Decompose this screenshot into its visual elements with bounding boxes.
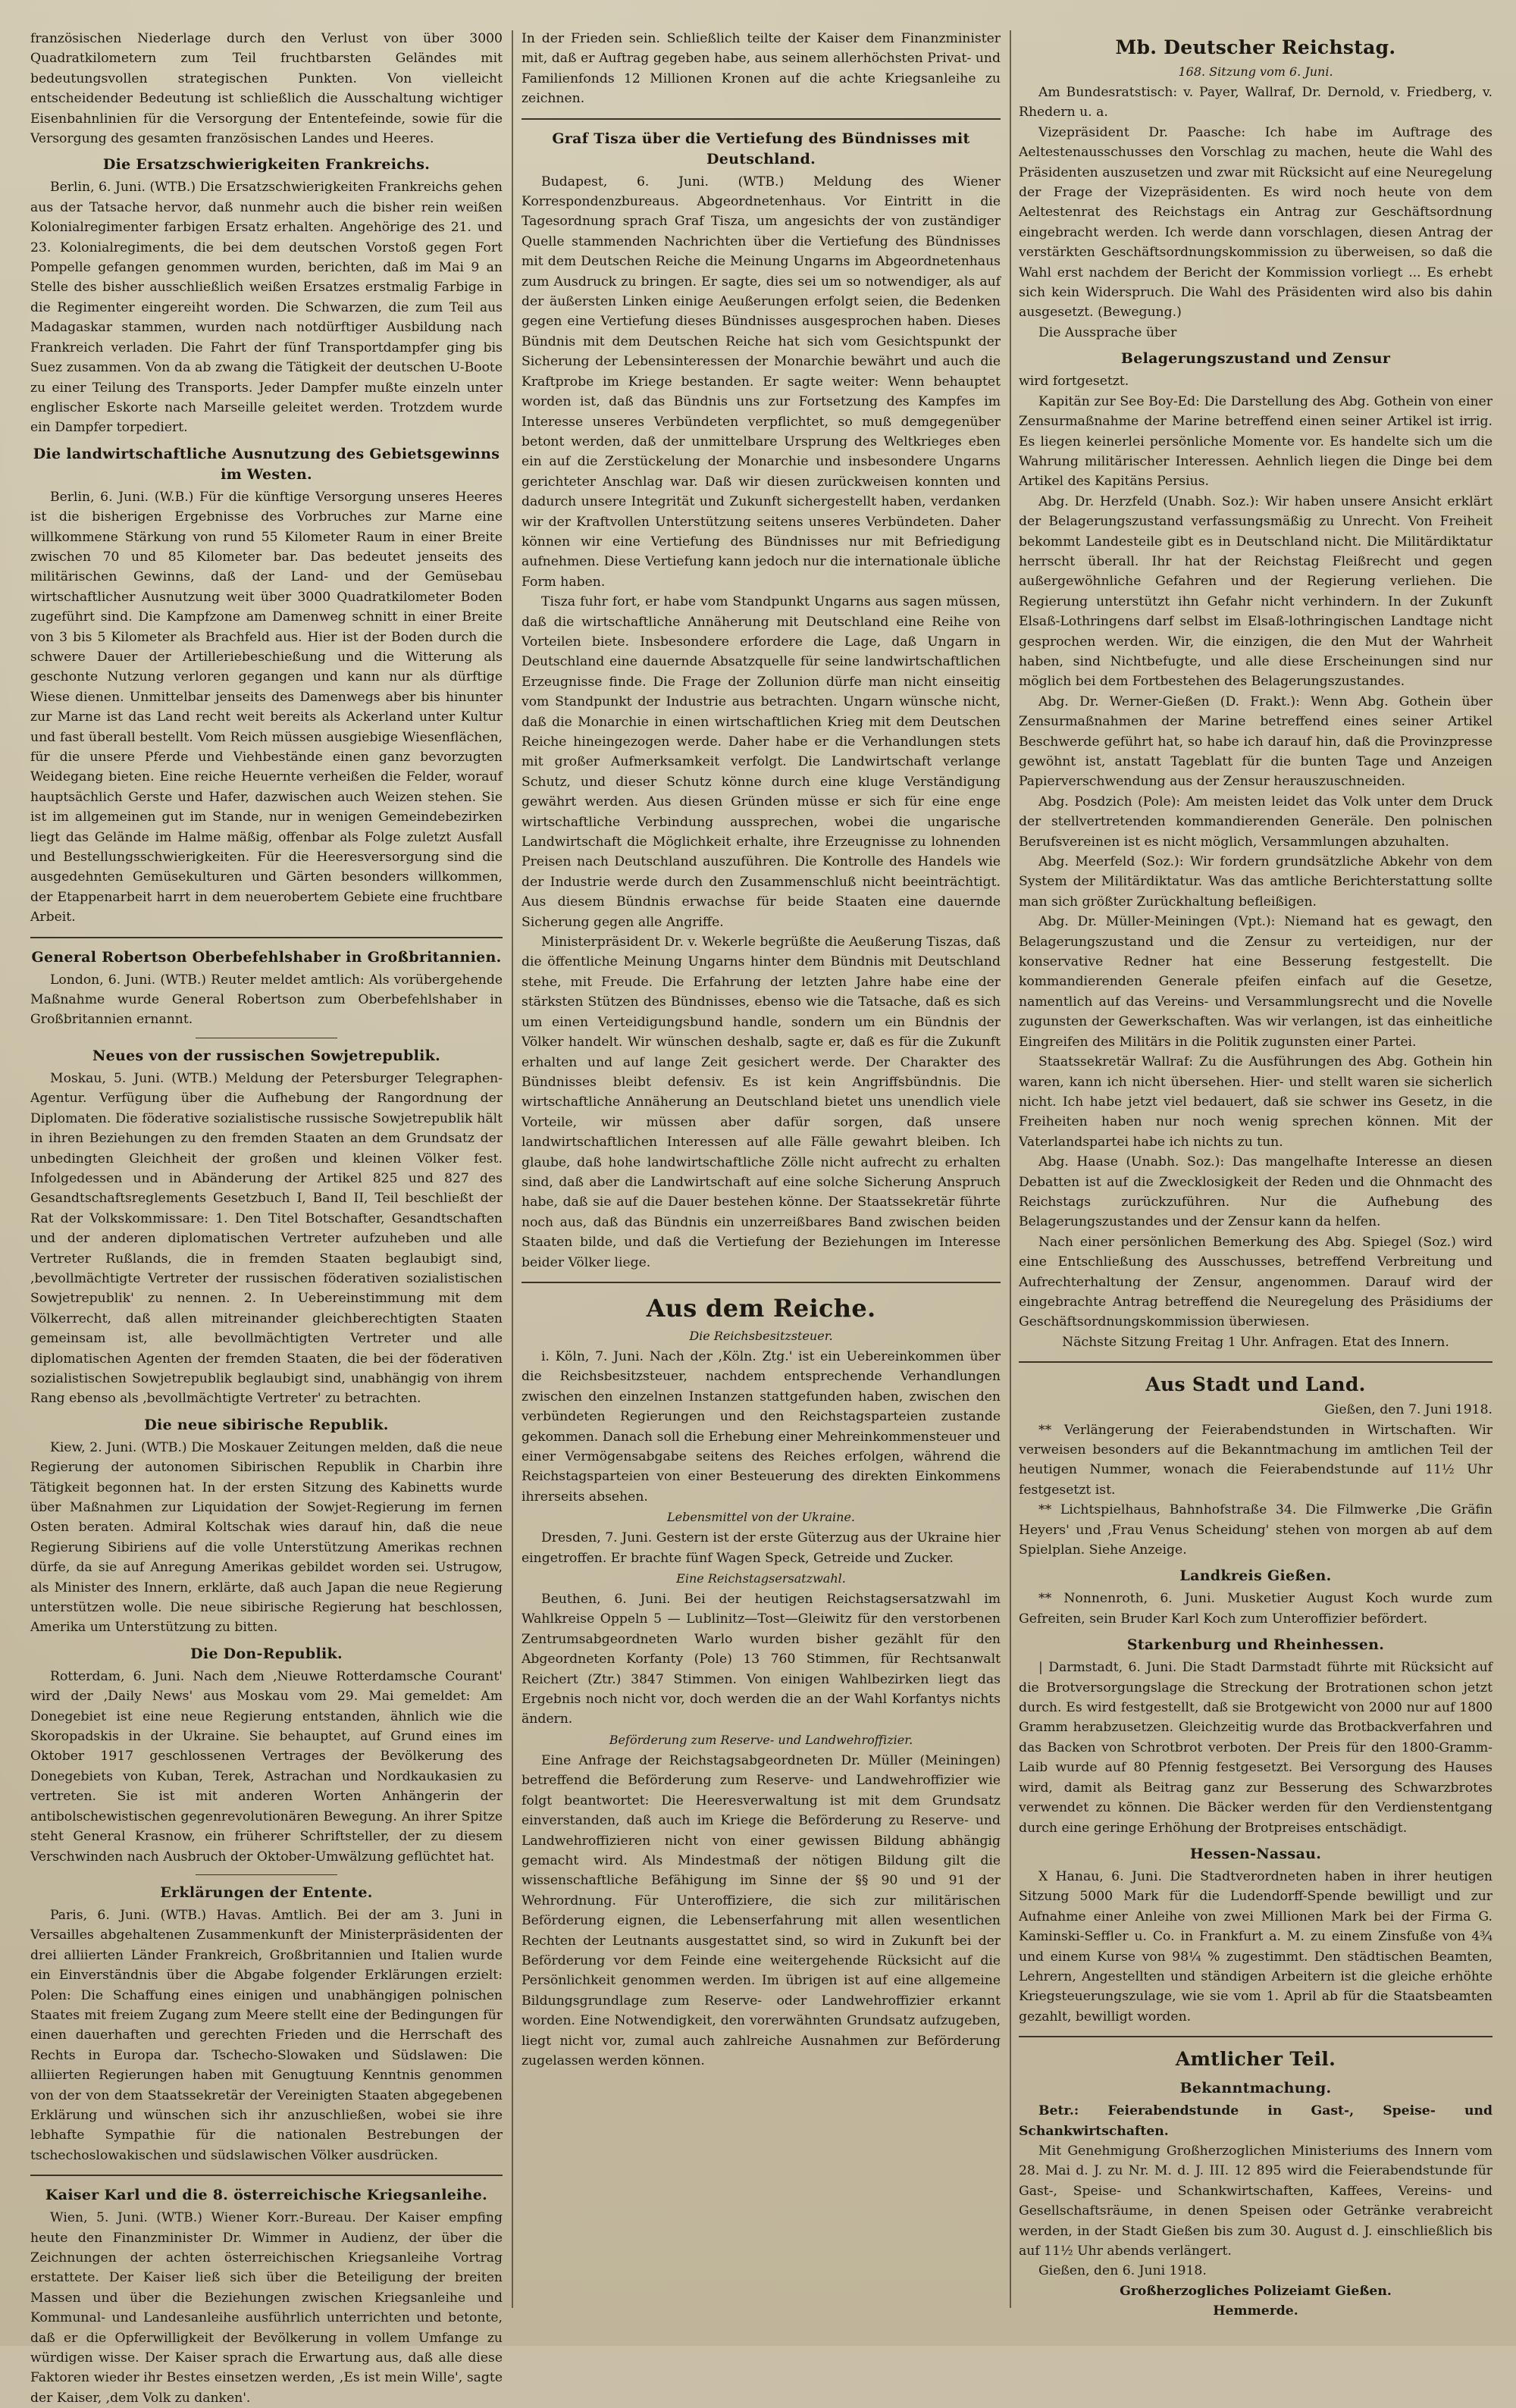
divider <box>1019 2036 1493 2037</box>
paragraph: Abg. Meerfeld (Soz.): Wir fordern grundsätzliche Abkehr von dem System der Militärdiktatur. Was das amtliche Berichterstattung sollte man sich größter Zurückhaltung befleißigen. <box>1019 854 1493 910</box>
headline: Graf Tisza über die Vertiefung des Bündnisses mit Deutschland. <box>552 130 970 168</box>
paragraph: Abg. Dr. Werner-Gießen (D. Frakt.): Wenn Abg. Gothein über Zensurmaßnahmen der Marine betreffend eines seiner Artikel Beschwerde geführt hat, so habe ich darauf hin, daß die Provinzpresse gewöhnt ist, anstatt Tageblatt für die bunten Tage und Anzeigen Papierverschwendung aus der Zensur herauszuschneiden. <box>1019 694 1493 790</box>
subhead: 168. Sitzung vom 6. Juni. <box>1178 64 1333 79</box>
headline: Hessen-Nassau. <box>1189 1845 1322 1862</box>
paragraph: Dresden, 7. Juni. Gestern ist der erste Güterzug aus der Ukraine hier eingetroffen. Er brachte fünf Wagen Speck, Getreide und Zucker. <box>522 1530 1001 1566</box>
headline: Neues von der russischen Sowjetrepublik. <box>92 1047 441 1064</box>
paragraph: In der Frieden sein. Schließlich teilte der Kaiser dem Finanzminister mit, daß er Auftrag gegeben habe, aus seinem allerhöchsten Privat- und Familienfonds 12 Millionen Kronen auf die achte Kriegsanleihe zu zeichnen. <box>522 31 1001 107</box>
paragraph: Paris, 6. Juni. (WTB.) Havas. Amtlich. Bei der am 3. Juni in Versailles abgehaltenen Zusammenkunft der Ministerpräsidenten der drei alliierten Länder Frankreich, Großbritannien und Italien wurde ein Einverständnis über die Abgabe folgender Erklärungen erzielt: Polen: Die Schaffung eines einigen und unabhängigen polnischen Staates mit freiem Zugang zum Meere stellt eine der Bedingungen für einen dauerhaften und gerechten Frieden und die Herrschaft des Rechts in Europa dar. Tschecho-Slowaken und Südslawen: Die alliierten Regierungen haben mit Genugtuung Kenntnis genommen von der von dem Staatssekretär der Vereinigten Staaten abgegebenen Erklärung und wünschen sich ihr anzuschließen, wobei sie ihre lebhafte Sympathie für die nationalen Bestrebungen der tschechoslowakischen und südslawischen Völker ausdrücken. <box>30 1907 503 2163</box>
paragraph: Berlin, 6. Juni. (WTB.) Die Ersatzschwierigkeiten Frankreichs gehen aus der Tatsache hervor, daß nunmehr auch die bisher rein weißen Kolonialregimenter farbigen Ersatz erhalten. Angehörige des 21. und 23. Kolonialregiments, die bei dem deutschen Vorstoß gegen Fort Pompelle gefangen genommen wurden, berichten, daß im Mai 9 an Stelle des bisher ausschließlich weißen Ersatzes erstmalig Farbige in die Regimenter eingereiht worden. Die Schwarzen, die zum Teil aus Madagaskar stammen, wurden nach notdürftiger Ausbildung nach Frankreich verladen. Die Fahrt der fünf Transportdampfer ging bis Suez zusammen. Von da ab zwang die Tätigkeit der deutschen U-Boote zu einer Teilung des Transports. Jeder Dampfer mußte einzeln unter englischer Eskorte nach Marseille geleitet werden. Trotzdem wurde ein Dampfer torpediert. <box>30 180 503 436</box>
section-title: Aus Stadt und Land. <box>1145 1373 1366 1396</box>
paragraph: X Hanau, 6. Juni. Die Stadtverordneten haben in ihrer heutigen Sitzung 5000 Mark für die Ludendorff-Spende bewilligt und zur Aufnahme einer Anleihe von zwei Millionen Mark bei der Firma G. Kaminski-Seffler u. Co. in Frankfurt a. M. zu einem Zinsfuße von 4¾ und einem Kurse von 98¼ % zugestimmt. Den städtischen Beamten, Lehrern, Angestellten und ständigen Arbeitern ist die gleiche erhöhte Kriegsteuerungszulage, wie sie vom 1. April ab für die Staatsbeamten gezahlt, bewilligt worden. <box>1019 1868 1493 2024</box>
headline: Kaiser Karl und die 8. österreichische Kriegsanleihe. <box>45 2187 488 2204</box>
headline: Die Ersatzschwierigkeiten Frankreichs. <box>102 156 431 174</box>
paragraph: ** Verlängerung der Feierabendstunden in Wirtschaften. Wir verweisen besonders auf die Bekanntmachung im amtlichen Teil der heutigen Nummer, wonach die Feierabendstunde auf 11½ Uhr festgesetzt ist. <box>1019 1422 1493 1498</box>
paragraph: Abg. Posdzich (Pole): Am meisten leidet das Volk unter dem Druck der stellvertretenden kommandierenden Generäle. Den polnischen Berufsvereinen ist es nicht möglich, Versammlungen abzuhalten. <box>1019 794 1493 850</box>
column-rule <box>512 30 513 2308</box>
paragraph: Gießen, den 6. Juni 1918. <box>1038 2263 1207 2279</box>
paragraph: Wien, 5. Juni. (WTB.) Wiener Korr.-Bureau. Der Kaiser empfing heute den Finanzminister Dr. Wimmer in Audienz, der über die Zeichnungen der achten österreichischen Kriegsanleihe Vortrag erstattete. Der Kaiser ließ sich über die Beteiligung der breiten Massen und über die Beziehungen zwischen Kriegsanleihe und Kommunal- und Landesanleihe ausführlich unterrichten und betonte, daß er die Opferwilligkeit der Bevölkerung in vollem Umfange zu würdigen wisse. Der Kaiser sprach die Erwartung aus, daß alle diese Faktoren wieder ihr Bestes einsetzen werden, ,Es ist mein Wille', sagte der Kaiser, ,dem Volk zu danken'. <box>30 2210 503 2406</box>
paragraph: Beuthen, 6. Juni. Bei der heutigen Reichstagsersatzwahl im Wahlkreise Oppeln 5 — Lublinitz—Tost—Gleiwitz für den verstorbenen Zentrumsabgeordneten Warlo wurden bisher gezählt für den Abgeordneten Korfanty (Pole) 13 760 Stimmen, für Rechtsanwalt Reichert (Ztr.) 3847 Stimmen. Von einigen Wahlbezirken liegt das Ergebnis noch nicht vor, doch werden die an der Wahl Korfantys nichts ändern. <box>522 1592 1001 1727</box>
headline: Die neue sibirische Republik. <box>144 1416 389 1433</box>
paragraph: Abg. Dr. Müller-Meiningen (Vpt.): Niemand hat es gewagt, den Belagerungszustand und die Zensur zu verteidigen, nur der konservative Redner hat eine Besserung festgestellt. Die kommandierenden Generale pfeifen einfach auf die Gesetze, namentlich auf das Vereins- und Versammlungsrecht und die Novelle zugunsten der Gewerkschaften. Was wir verlangen, ist das einheitliche Eingreifen des Militärs in die Politik zugunsten einer Partei. <box>1019 914 1493 1050</box>
paragraph: Kiew, 2. Juni. (WTB.) Die Moskauer Zeitungen melden, daß die neue Regierung der autonomen Sibirischen Republik in Charbin ihre Tätigkeit begonnen hat. In der ersten Sitzung des Kabinetts wurde über Maßnahmen zur Liquidation der Sowjet-Regierung im fernen Osten beraten. Admiral Koltschak wies darauf hin, daß die neue Regierung Sibiriens auf die volle Unterstützung Amerikas rechnen dürfe, da sie auf Anregung Amerikas gebildet worden sei. Ustrugow, als Minister des Innern, erklärte, daß auch Japan die neue Regierung unterstützen wolle. Die neue sibirische Regierung hat beschlossen, Amerika um Unterstützung zu bitten. <box>30 1439 503 1636</box>
paragraph: Kapitän zur See Boy-Ed: Die Darstellung des Abg. Gothein von einer Zensurmaßnahme der Marine betreffend einen seiner Artikel ist irrig. Es liegen keinerlei persönliche Momente vor. Es handelte sich um die Wahrung militärischer Interessen. Aehnlich liegen die Dinge bei dem Artikel des Kapitäns Persius. <box>1019 393 1493 490</box>
headline: Landkreis Gießen. <box>1179 1567 1332 1585</box>
paragraph: Nach einer persönlichen Bemerkung des Abg. Spiegel (Soz.) wird eine Entschließung des Ausschusses, betreffend Verbreitung und Aufrechterhaltung der Zensur, angenommen. Darauf wird der eingebrachte Antrag betreffend die Neuregelung des Präsidiums der Geschäftsordnungskommission überwiesen. <box>1019 1234 1493 1330</box>
signature: Hemmerde. <box>1213 2303 1298 2319</box>
headline: Belagerungszustand und Zensur <box>1120 350 1391 368</box>
headline: Starkenburg und Rheinhessen. <box>1126 1636 1385 1654</box>
subhead: Eine Reichstagsersatzwahl. <box>676 1571 846 1586</box>
divider <box>522 1282 1001 1283</box>
headline: Bekanntmachung. <box>1179 2080 1332 2097</box>
signature: Großherzogliches Polizeiamt Gießen. <box>1120 2283 1392 2299</box>
paragraph: Budapest, 6. Juni. (WTB.) Meldung des Wiener Korrespondenzbureaus. Abgeordnetenhaus. Vor Eintritt in die Tagesordnung sprach Graf Tisza, um angesichts der von zuständiger Quelle stammenden Nachrichten über die Vertiefung des Bündnisses mit dem Deutschen Reiche die Meinung Ungarns im Abgeordnetenhaus zum Ausdruck zu bringen. Er sagte, dies sei um so notwendiger, als auf der äußersten Linken einige Aeußerungen erfolgt seien, die Bedenken gegen eine Vertiefung dieses Bündnisses ausgesprochen haben. Dieses Bündnis mit dem Deutschen Reiche hat sich vom Gesichtspunkt der Sicherung der Lebensinteressen der Monarchie bewährt und auch die Kraftprobe im Kriege bestanden. Er sagte weiter: Wenn behauptet worden ist, daß das Bündnis uns zur Fortsetzung des Kampfes im Interesse unseres Verbündeten verpflichtet, so muß demgegenüber betont werden, daß der unmittelbare Ursprung des Weltkrieges eben ein auf die Zerstückelung der Monarchie und insbesondere Ungarns gerichteter Anschlag war. Daß wir diesen zurückweisen konnten und dadurch unsere Integrität und Zukunft sichergestellt haben, verdanken wir der Kraftvollen Unterstützung seitens unseres Verbündeten. Daher können wir eine Vertiefung des Bündnisses nur mit Befriedigung aufnehmen. Diese Vertiefung kann jedoch nur die internationale übliche Form haben. <box>522 174 1001 590</box>
paragraph: Abg. Haase (Unabh. Soz.): Das mangelhafte Interesse an diesen Debatten ist auf die Zwecklosigkeit der Reden und die Ohnmacht des Reichstags zurückzuführen. Nur die Aufhebung des Belagerungszustandes und der Zensur kann da helfen. <box>1019 1154 1493 1230</box>
paragraph: i. Köln, 7. Juni. Nach der ,Köln. Ztg.' ist ein Uebereinkommen über die Reichsbesitzsteuer, nachdem entsprechende Verhandlungen zwischen den einzelnen Instanzen stattgefunden haben, zwischen den verbündeten Regierungen und den Reichstagsparteien zustande gekommen. Danach soll die Erhebung einer Mehreinkommensteuer und einer Vermögensabgabe seitens des Reiches erfolgen, während die Reichstagsparteien von einer Besteuerung des direkten Einkommens ihrerseits absehen. <box>522 1348 1001 1505</box>
divider <box>522 118 1001 120</box>
headline: Die Don-Republik. <box>190 1645 343 1662</box>
column-rule <box>1010 30 1011 2308</box>
headline: General Robertson Oberbefehlshaber in Großbritannien. <box>31 948 502 966</box>
divider <box>30 2175 503 2176</box>
paragraph: wird fortgesetzt. <box>1019 374 1129 390</box>
headline: Erklärungen der Entente. <box>160 1884 373 1901</box>
paragraph: Am Bundesratstisch: v. Payer, Wallraf, Dr. Dernold, v. Friedberg, v. Rhedern u. a. <box>1019 85 1493 121</box>
subhead: Die Reichsbesitzsteuer. <box>689 1328 833 1343</box>
paragraph: Vizepräsident Dr. Paasche: Ich habe im Auftrage des Aeltestenausschusses den Vorschlag zu machen, heute die Wahl des Präsidenten auszusetzen und zwar mit Rücksicht auf eine Neuregelung der Frage der Vizepräsidenten. Es wird noch heute von dem Aeltestenrat des Reichstags ein Antrag zur Geschäftsordnung eingebracht werden. Ich werde dann vorschlagen, diesen Antrag der verstärkten Geschäftsordnungskommission zu überweisen, so daß die Wahl erst nachdem der Bericht der Kommission vorliegt ... Es erhebt sich kein Widerspruch. Die Wahl des Präsidenten wird also bis dahin ausgesetzt. (Bewegung.) <box>1019 124 1493 321</box>
paragraph: Abg. Dr. Herzfeld (Unabh. Soz.): Wir haben unsere Ansicht erklärt der Belagerungszustand verfassungsmäßig zu Unrecht. Von Freiheit bekommt Landesteile gibt es in Deutschland nicht. Die Militärdiktatur herrscht überall. Ihr hat der Reichstag Fleißrecht und gegen außergewöhnliche Gefahren und der Regierung verliehen. Die Regierung unterstützt ihn Gefahr nicht verhindern. In der Zukunft Elsaß-Lothringens darf selbst im Elsaß-lothringischen Landtage nicht gesprochen werden. Wir, die einzigen, die den Mut der Wahrheit haben, sind Nichtbefugte, und alle diese Erscheinungen sind nur möglich bei dem Fortbestehen des Belagerungszustandes. <box>1019 493 1493 690</box>
subhead: Beförderung zum Reserve- und Landwehroffizier. <box>609 1732 913 1747</box>
paragraph: Ministerpräsident Dr. v. Wekerle begrüßte die Aeußerung Tiszas, daß die öffentliche Meinung Ungarns hinter dem Bündnis mit Deutschland stehe, mit Freude. Die Erfahrung der letzten Jahre habe eine der stärksten Stützen des Bündnisses, ebenso wie die Tatsache, daß es sich um einen Verteidigungsbund handle, sondern um ein Bündnis der Völker handelt. Wir wünschen deshalb, sagte er, daß es für die Zukunft erhalten und auf lange Zeit gesichert werde. Der Charakter des Bündnisses bleibt defensiv. Es ist kein Angriffsbündnis. Die wirtschaftliche Annäherung an Deutschland bietet uns unendlich viele Vorteile, wir müssen aber dafür sorgen, daß unsere landwirtschaftlichen Interessen auf alle Fälle gewahrt bleiben. Ich glaube, daß hohe landwirtschaftliche Zölle nicht aufrecht zu erhalten sind, daß aber die Landwirtschaft auf eine solche Sicherung Anspruch habe, daß sie auf die Dauer bestehen könne. Der Staatssekretär führte noch aus, daß das Bündnis ein unzerreißbares Band zwischen beiden Staaten bilde, und daß die Vertiefung der Beziehungen im Interesse beider Völker liege. <box>522 935 1001 1270</box>
paragraph: ** Nonnenroth, 6. Juni. Musketier August Koch wurde zum Gefreiten, sein Bruder Karl Koch zum Unteroffizier befördert. <box>1019 1591 1493 1627</box>
paragraph: | Darmstadt, 6. Juni. Die Stadt Darmstadt führte mit Rücksicht auf die Brotversorgungslage die Streckung der Brotrationen schon jetzt durch. Es wird festgestellt, daß sie Brotgewicht von 2000 nur auf 1800 Gramm herabzusetzen. Gleichzeitig wurde das Brotbackverfahren und das Backen von Schrotbrot verboten. Der Preis für den 1800-Gramm-Laib wurde auf 80 Pfennig festgesetzt. Bei Versorgung des Hauses wird, damit als Beitrag ganz zur Besserung des Schwarzbrotes verwendet zu können. Die Bäcker werden für den Verdienstentgang durch eine geringe Erhöhung der Brotpreises entschädigt. <box>1019 1660 1493 1836</box>
column-3 <box>1019 29 1493 2319</box>
paragraph: London, 6. Juni. (WTB.) Reuter meldet amtlich: Als vorübergehende Maßnahme wurde General Robertson zum Oberbefehlshaber in Großbritannien ernannt. <box>30 972 503 1028</box>
section-title: Aus dem Reiche. <box>646 1293 876 1323</box>
paragraph: Eine Anfrage der Reichstagsabgeordneten Dr. Müller (Meiningen) betreffend die Beförderung zum Reserve- und Landwehroffizier wie folgt beantwortet: Die Heeresverwaltung ist mit dem Grundsatz einverstanden, daß auch im Kriege die Beförderung zu Reserve- und Landwehroffizieren nicht von einer gewissen Bildung abhängig gemacht wird. Als Mindestmaß der nötigen Bildung gilt die wissenschaftliche Befähigung im Sinne der §§ 90 und 91 der Wehrordnung. Für Unteroffiziere, die sich zur militärischen Beförderung eignen, die Lebenserfahrung mit allen wesentlichen Rechten der Leutnants ausgestattet sind, so wird in Zukunft bei der Beförderung vor dem Feinde eine weitergehende Rücksicht auf die Persönlichkeit genommen werden. Im übrigen ist auf eine allgemeine Bildungsgrundlage zum Reserve- oder Landwehroffizier erkannt worden. Eine Notwendigkeit, den vorerwähnten Grundsatz aufzugeben, liegt nicht vor, zumal auch zahlreiche Ausnahmen zur Beförderung zugelassen werden können. <box>522 1752 1001 2068</box>
column-1 <box>30 29 503 2406</box>
column-2 <box>522 29 1001 2316</box>
paragraph: ** Lichtspielhaus, Bahnhofstraße 34. Die Filmwerke ,Die Gräfin Heyers' und ,Frau Venus Scheidung' stehen von morgen ab auf dem Spielplan. Siehe Anzeige. <box>1019 1502 1493 1558</box>
divider <box>1019 1361 1493 1363</box>
paragraph: Nächste Sitzung Freitag 1 Uhr. Anfragen. Etat des Innern. <box>1062 1334 1449 1350</box>
divider <box>30 937 503 938</box>
paragraph: Moskau, 5. Juni. (WTB.) Meldung der Petersburger Telegraphen-Agentur. Verfügung über die Aufhebung der Rangordnung der Diplomaten. Die föderative sozialistische russische Sowjetrepublik hält in ihren Beziehungen zu den fremden Staaten an dem Grundsatz der unbedingten Gleichheit der großen und kleinen Völker fest. Infolgedessen und in Abänderung der Artikel 825 und 827 des Gesandtschaftsreglements Gesetzbuch I, Band II, Teil beschließt der Rat der Volkskommissare: 1. Den Titel Botschafter, Gesandtschaften und der anderen diplomatischen Vertreter aufzuheben und alle Vertreter Rußlands, die in fremden Staaten beglaubigt sind, ,bevollmächtigte Vertreter der russischen föderativen sozialistischen Sowjetrepublik' zu nennen. 2. In Uebereinstimmung mit dem Völkerrecht, daß allen mitreinander gleichberechtigten Staaten gemeinsam ist, alle bevollmächtigten Vertreter und alle diplomatischen Agenten der fremden Staaten, die bei der föderativen sozialistischen Sowjetrepublik beglaubigt sind, unabhängig von ihrem Rang ebenso als ,bevollmächtigte Vertreter' zu betrachten. <box>30 1070 503 1407</box>
paragraph: Rotterdam, 6. Juni. Nach dem ,Nieuwe Rotterdamsche Courant' wird der ,Daily News' aus Moskau vom 29. Mai gemeldet: Am Donegebiet ist eine neue Regierung entstanden, ähnlich wie die Skoropadskis in der Ukraine. Sie behauptet, auf Grund eines im Oktober 1917 geschlossenen Vertrages der Bevölkerung des Donegebiets von Kuban, Terek, Astrachan und Nordkaukasien zu vertreten. Sie ist mit anderen Worten Anhängerin der antibolschewistischen gegenrevolutionären Bewegung. An ihrer Spitze steht General Krasnow, ein früherer Schriftsteller, der zu diesem Verschwinden nach Ausbruch der Oktober-Umwälzung geflüchtet hat. <box>30 1668 503 1865</box>
paragraph: Die Aussprache über <box>1038 324 1177 340</box>
headline: Die landwirtschaftliche Ausnutzung des Gebietsgewinns im Westen. <box>33 445 500 483</box>
paragraph: Tisza fuhr fort, er habe vom Standpunkt Ungarns aus sagen müssen, daß die wirtschaftliche Annäherung mit Deutschland eine Reihe von Vorteilen biete. Insbesondere erfordere die Lage, daß Ungarn in Deutschland eine dauernde Absatzquelle für seine landwirtschaftlichen Erzeugnisse finde. Die Frage der Zollunion dürfe man nicht einseitig vom Standpunkt der Industrie aus betrachten. Ungarn wünsche nicht, daß die Monarchie in einen wirtschaftlichen Krieg mit dem Deutschen Reiche hineingezogen werde. Daher habe er die Verhandlungen stets mit großer Aufmerksamkeit verfolgt. Die Landwirtschaft verlange Schutz, und dieser Schutz könne durch eine kluge Verständigung gewährt werden. Aus diesen Gründen müsse er sich für eine enge wirtschaftliche Verbindung aussprechen, wobei die ungarische Landwirtschaft die Möglichkeit erhalte, ihre Erzeugnisse zu lohnenden Preisen nach Deutschland auszuführen. Die Kontrolle des Handels wie der Industrie werde durch den Zusammenschluß nicht beeinträchtigt. Aus diesem Bündnis erwachse für beide Staaten eine dauernde Sicherung gegen alle Angriffe. <box>522 594 1001 930</box>
divider <box>196 1874 337 1875</box>
subhead: Lebensmittel von der Ukraine. <box>667 1510 855 1525</box>
paragraph: Staatssekretär Wallraf: Zu die Ausführungen des Abg. Gothein hin waren, kann ich nicht übersehen. Hier- und stellt waren sie sicherlich nicht. Ich habe jetzt viel bedauert, daß sie schwer ins Gesetz, in die Freiheiten haben nur noch wenig sprechen können. Mit der Vaterlandspartei habe ich nichts zu tun. <box>1019 1054 1493 1150</box>
paragraph: französischen Niederlage durch den Verlust von über 3000 Quadratkilometern zum Teil fruchtbarsten Geländes mit bedeutungsvollen strategischen Punkten. Von vielleicht entscheidender Bedeutung ist schließlich die Ausschaltung wichtiger Eisenbahnlinien für die Versorgung der Ententefeinde, sowie für die Versorgung des gesamten französischen Landes und Heeres. <box>30 31 503 147</box>
paragraph: Mit Genehmigung Großherzoglichen Ministeriums des Innern vom 28. Mai d. J. zu Nr. M. d. J. III. 12 895 wird die Feierabendstunde für Gast-, Speise- und Schankwirtschaften, Kaffees, Vereins- und Gesellschaftsräume, in denen Speisen oder Getränke verabreicht werden, in der Stadt Gießen bis zum 30. August d. J. einschließlich bis auf 11½ Uhr abends verlängert. <box>1019 2143 1493 2259</box>
paragraph: Betr.: Feierabendstunde in Gast-, Speise- und Schankwirtschaften. <box>1019 2103 1493 2139</box>
section-title: Amtlicher Teil. <box>1175 2048 1336 2071</box>
paragraph: Berlin, 6. Juni. (W.B.) Für die künftige Versorgung unseres Heeres ist die bisherigen Ergebnisse des Vorbruches zur Marne eine willkommene Stärkung von rund 55 Kilometer Raum in einer Breite zwischen 70 und 85 Kilometer bar. Das bedeutet jenseits des militärischen Gewinns, daß der Land- und der Gemüsebau wirtschaftlicher Ausnutzung weit über 3000 Quadratkilometer Boden zugeführt sind. Die Kampfzone am Damenweg schnitt in einer Breite von 3 bis 5 Kilometer als Brachfeld aus. Hier ist der Boden durch die schwere Dauer der Artilleriebeschießung und die Witterung als geschonte Nutzung verloren gegangen und kann nur als dürftige Wiese dienen. Unmittelbar jenseits des Damenwegs aber bis hinunter zur Marne ist das Land recht weit bereits als Ackerland unter Kultur und fast überall bestellt. Vom Reich müssen ausgiebige Wiesenflächen, für die unsere Pferde und Viehbestände einen ganz bevorzugten Weidegang bieten. Eine reiche Heuernte verheißen die Felder, worauf hauptsächlich Gerste und Hafer, dazwischen auch Weizen stehen. Sie ist im allgemeinen gut im Stande, nur in wenigen Gemeindebezirken liegt das Gelände im Halme mäßig, offenbar als Folge zuletzt Ausfall und Bestellungsschwierigkeiten. Für die Heeresversorgung sind die ausgedehnten Gemüsekulturen und Gärten besonders willkommen, der Etappenarbeit harrt in dem neuerobertem Gebiete eine fruchtbare Arbeit. <box>30 489 503 925</box>
section-title: Mb. Deutscher Reichstag. <box>1115 36 1396 58</box>
dateline: Gießen, den 7. Juni 1918. <box>1324 1402 1493 1418</box>
